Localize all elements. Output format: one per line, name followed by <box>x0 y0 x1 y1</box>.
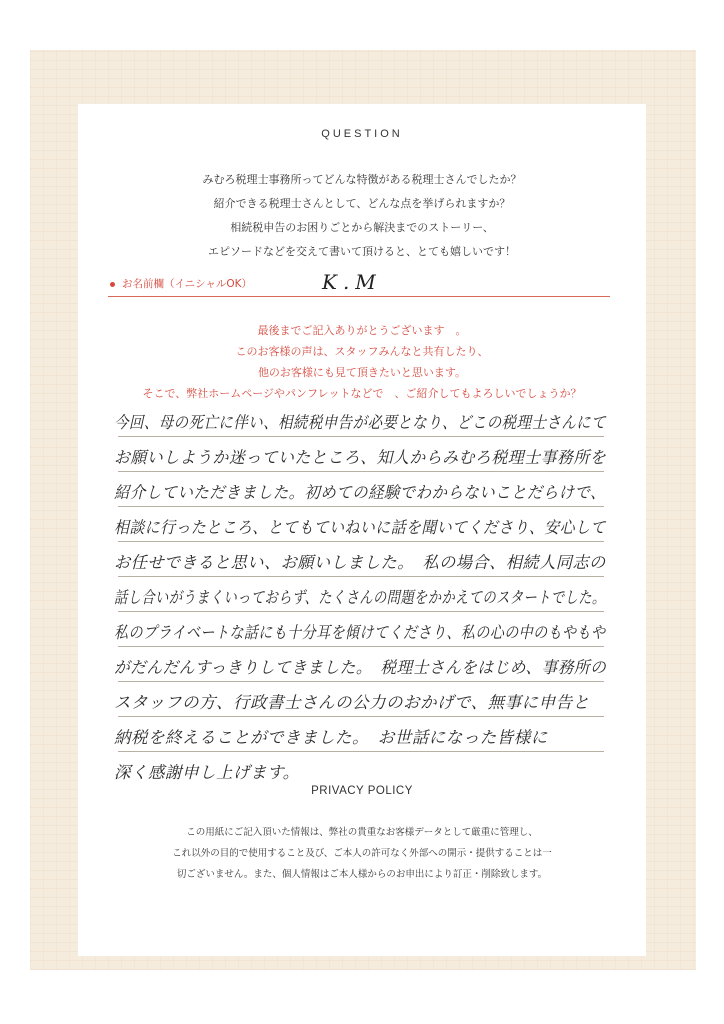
thanks-line: 最後までご記入ありがとうございます 。 <box>257 324 467 337</box>
ruled-line <box>114 472 606 507</box>
ruled-line <box>114 752 604 787</box>
ruled-line <box>114 437 607 472</box>
handwritten-text-line: 私のプライベートな話にも十分耳を傾けてくださり、私の心の中のもやもや <box>114 623 606 642</box>
question-line: 紹介できる税理士さんとして、どんな点を挙げられますか？ <box>213 197 511 210</box>
thanks-line: そこで、弊社ホームページやパンフレットなどで 、ご紹介してもよろしいでしょうか？ <box>142 387 582 400</box>
handwritten-text-line: 今回、母の死亡に伴い、相続税申告が必要となり、どこの税理士さんにて <box>114 413 606 432</box>
privacy-line: これ以外の目的で使用すること及び、ご本人の許可なく外部への開示・提供することは一 <box>172 848 552 859</box>
ruled-line <box>114 577 606 612</box>
handwritten-text-line: 紹介していただきました。初めての経験でわからないことだらけで、 <box>114 483 606 502</box>
ruled-line <box>114 647 607 682</box>
privacy-policy-title: PRIVACY POLICY <box>311 785 413 797</box>
handwritten-text-line: 相談に行ったところ、とてもていねいに話を聞いてくださり、安心して <box>114 518 606 537</box>
bullet-dot-icon <box>110 282 115 287</box>
handwritten-text-line: 話し合いがうまくいっておらず、たくさんの問題をかかえてのスタートでした。 <box>114 588 606 607</box>
ruled-line <box>114 717 604 752</box>
question-line: 相続税申告のお困りごとから解決までのストーリー、 <box>230 221 494 234</box>
privacy-line: 切ございません。また、個人情報はご本人様からのお申出により訂正・削除致します。 <box>176 869 548 880</box>
handwritten-text-line: お任せできると思い、お願いしました。 私の場合、相続人同志の <box>114 553 606 572</box>
thanks-message <box>0 320 724 404</box>
privacy-line: この用紙にご記入頂いた情報は、弊社の貴重なお客様データとして厳重に管理し、 <box>186 827 538 838</box>
question-prompt <box>0 168 724 264</box>
name-field <box>108 272 610 297</box>
privacy-policy-text <box>0 822 724 885</box>
thanks-line: 他のお客様にも見て頂きたいと思います。 <box>257 366 467 379</box>
ruled-line <box>114 402 606 437</box>
question-title: QUESTION <box>321 128 403 140</box>
handwritten-text-line: お願いしようか迷っていたところ、知人からみむろ税理士事務所を <box>114 448 607 467</box>
handwritten-text-line: 納税を終えることができました。 お世話になった皆様に <box>114 728 548 747</box>
ruled-line <box>114 542 606 577</box>
ruled-line <box>114 507 606 542</box>
name-field-value: K.M <box>322 270 382 294</box>
handwritten-answer <box>114 402 607 787</box>
ruled-line <box>114 612 606 647</box>
ruled-line <box>114 682 604 717</box>
thanks-line: このお客様の声は、スタッフみんなと共有したり、 <box>235 345 489 358</box>
name-field-label: お名前欄（イニシャルOK） <box>122 278 253 290</box>
handwritten-text-line: 深く感謝申し上げます。 <box>114 763 300 782</box>
question-line: エピソードなどを交えて書いて頂けると、とても嬉しいです！ <box>208 245 516 258</box>
question-line: みむろ税理士事務所ってどんな特徴がある税理士さんでしたか？ <box>202 173 522 186</box>
handwritten-text-line: がだんだんすっきりしてきました。 税理士さんをはじめ、事務所の <box>114 658 607 677</box>
handwritten-text-line: スタッフの方、行政書士さんの公力のおかげで、無事に申告と <box>114 693 590 712</box>
